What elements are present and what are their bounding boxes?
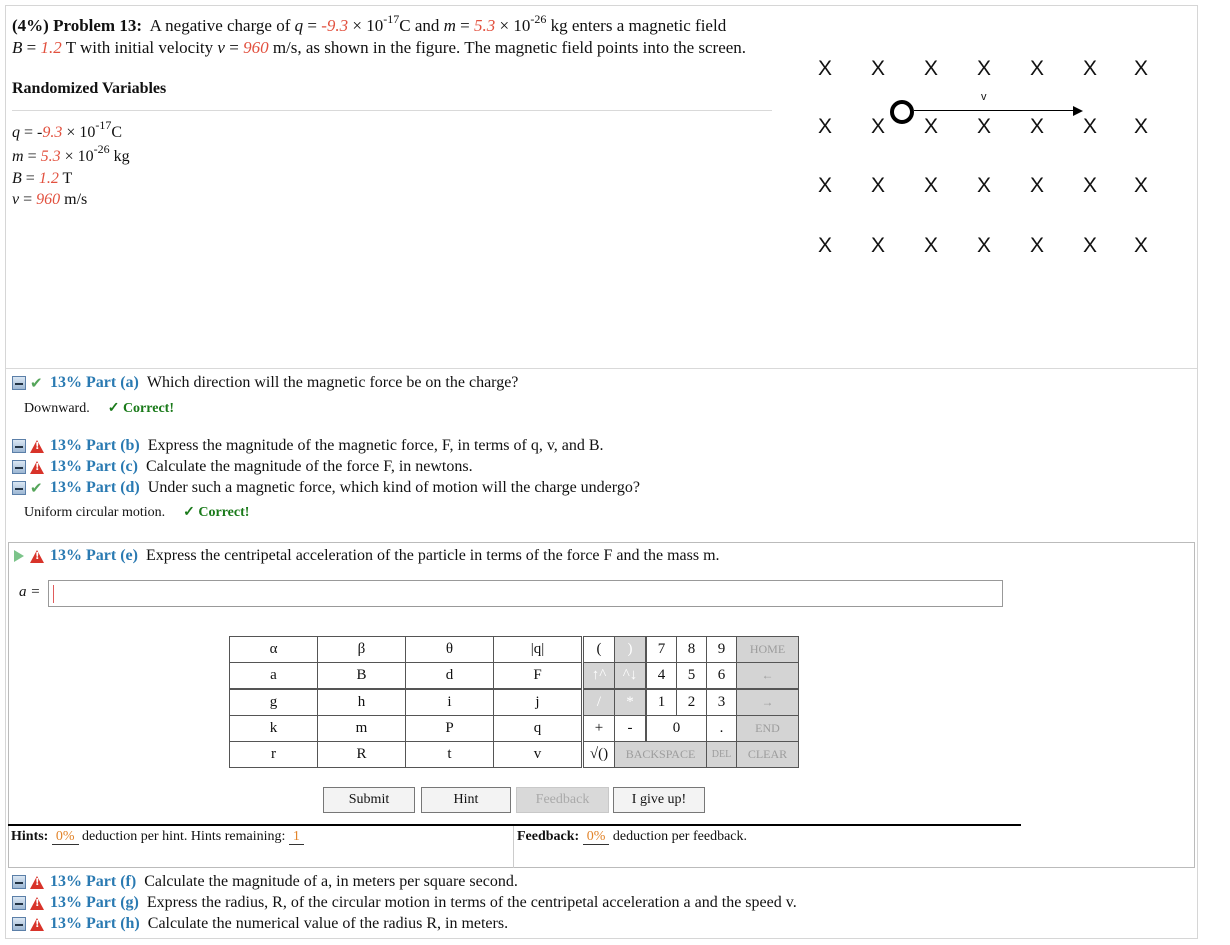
var-m: $m = 5.3 \times 10^{-26}$ kg (12, 142, 130, 165)
field-into-screen-mark: X (923, 234, 938, 257)
hints-info (11, 829, 304, 845)
minus-key[interactable]: - (614, 715, 646, 742)
field-into-screen-mark: X (1133, 234, 1148, 257)
field-into-screen-mark: X (976, 57, 991, 80)
warning-icon (30, 550, 44, 563)
part-f-text: Calculate the magnitude of a, in meters per square second. (144, 873, 518, 890)
q-var-value: 9.3 (42, 124, 63, 141)
checkmark-icon: ✔ (30, 374, 43, 392)
v-value: 960 (243, 38, 269, 57)
q-sign: - (37, 124, 43, 141)
var-B: B = 1.2 T (12, 170, 73, 187)
feedback-info (517, 829, 747, 845)
collapse-icon[interactable] (12, 917, 26, 931)
part-a-answer-text: Downward. (24, 401, 90, 416)
keypad-var-key[interactable]: α (229, 636, 318, 663)
hints-deduction: 0% (52, 829, 79, 845)
field-into-screen-mark: X (976, 174, 991, 197)
field-into-screen-mark: X (1029, 234, 1044, 257)
field-into-screen-mark: X (1029, 174, 1044, 197)
part-h-label: 13% Part (h) (50, 915, 140, 932)
part-c-text: Calculate the magnitude of the force F, in newtons. (145, 458, 473, 475)
keypad-var-key[interactable]: g (229, 689, 318, 716)
m-value: 5.3 (474, 16, 496, 35)
field-into-screen-mark: X (1082, 115, 1097, 138)
problem-text: T with initial velocity (65, 38, 214, 57)
velocity-arrowhead (1073, 106, 1083, 116)
keypad-var-key[interactable]: θ (405, 636, 494, 663)
warning-icon (30, 897, 44, 910)
field-into-screen-mark: X (817, 234, 832, 257)
keypad-var-key[interactable]: |q| (493, 636, 582, 663)
part-e-label: 13% Part (e) (50, 547, 138, 564)
field-into-screen-mark: X (1029, 115, 1044, 138)
keypad-var-key[interactable]: i (405, 689, 494, 716)
var-v: v = 960 m/s (12, 191, 88, 208)
v-var-value: 960 (36, 191, 61, 208)
part-a[interactable] (12, 374, 518, 392)
B-symbol: B (12, 38, 23, 57)
digit-8-key[interactable]: 8 (676, 636, 707, 663)
field-into-screen-mark: X (870, 115, 885, 138)
problem-text: kg enters a magnetic field (550, 16, 727, 35)
part-e-text: Express the centripetal acceleration of the particle in terms of the force F and the mass m. (145, 547, 720, 564)
warning-icon (30, 440, 44, 453)
end-key[interactable]: END (736, 715, 799, 742)
checkmark-icon: ✔ (30, 479, 43, 497)
part-f-label: 13% Part (f) (50, 873, 137, 890)
q-symbol: q (294, 16, 304, 35)
field-into-screen-mark: X (1029, 57, 1044, 80)
problem-prefix: (4%) Problem 13: (12, 16, 142, 35)
v-symbol: v (217, 38, 225, 57)
keypad-var-key[interactable]: t (405, 741, 494, 768)
m-exponent: -26 (530, 12, 547, 26)
problem-text: A negative charge of (149, 16, 291, 35)
collapse-icon[interactable] (12, 439, 26, 453)
m-var-unit: kg (113, 148, 130, 165)
B-var-unit: T (62, 170, 73, 187)
divider (12, 110, 772, 111)
field-into-screen-mark: X (870, 57, 885, 80)
collapse-icon[interactable] (12, 896, 26, 910)
submit-button[interactable]: Submit (323, 787, 415, 813)
part-a-answer (24, 400, 174, 417)
q-value: -9.3 (321, 16, 349, 35)
part-h[interactable] (12, 915, 508, 933)
cursor-right-key[interactable]: → (736, 689, 799, 716)
part-d-text: Under such a magnetic force, which kind of motion will the charge undergo? (147, 479, 640, 496)
hint-button[interactable]: Hint (421, 787, 511, 813)
collapse-icon[interactable] (12, 875, 26, 889)
superscript-up-key[interactable]: ↑^ (583, 662, 615, 689)
velocity-arrow (914, 110, 1074, 111)
part-b-text: Express the magnitude of the magnetic force, F, in terms of q, v, and B. (147, 437, 604, 454)
keypad-var-key[interactable]: q (493, 715, 582, 742)
m-var-exponent: -26 (93, 142, 110, 156)
part-d-answer (24, 504, 249, 521)
field-into-screen-mark: X (1082, 57, 1097, 80)
problem-statement-line-2: B = 1.2 T with initial velocity v = 960 m/s, as shown in the figure. The magnetic field points into the screen. (12, 38, 747, 57)
collapse-icon[interactable] (12, 481, 26, 495)
field-into-screen-mark: X (1133, 115, 1148, 138)
field-into-screen-mark: X (817, 57, 832, 80)
field-into-screen-mark: X (923, 174, 938, 197)
field-into-screen-mark: X (817, 115, 832, 138)
hints-text: deduction per hint. Hints remaining: (82, 829, 286, 844)
part-h-text: Calculate the numerical value of the radius R, in meters. (147, 915, 509, 932)
part-d-status: ✓ Correct! (183, 505, 250, 520)
part-d[interactable] (12, 479, 640, 497)
field-into-screen-mark: X (870, 234, 885, 257)
feedback-button[interactable]: Feedback (516, 787, 609, 813)
field-into-screen-mark: X (1133, 57, 1148, 80)
open-paren-key[interactable]: ( (583, 636, 615, 663)
keypad-var-key[interactable]: m (317, 715, 406, 742)
digit-5-key[interactable]: 5 (676, 662, 707, 689)
m-symbol: m (443, 16, 456, 35)
part-g[interactable] (12, 894, 797, 912)
decimal-key[interactable]: . (706, 715, 737, 742)
input-label: a = (19, 584, 41, 600)
part-e[interactable] (12, 547, 720, 565)
part-c-label: 13% Part (c) (50, 458, 138, 475)
field-into-screen-mark: X (1082, 234, 1097, 257)
hints-remaining: 1 (289, 829, 304, 845)
keypad-var-key[interactable]: F (493, 662, 582, 689)
hint-separator (513, 826, 514, 868)
play-icon[interactable] (14, 550, 24, 562)
text-caret (53, 585, 54, 603)
multiply-key[interactable]: * (614, 689, 646, 716)
q-var-exponent: -17 (95, 118, 112, 132)
problem-statement-line-1: (4%) Problem 13: A negative charge of $q = -9.3 \times 10^{-17}C$ and $m = 5.3 \times 10^{-26}$ kg enters a magnetic field (12, 12, 727, 35)
field-into-screen-mark: X (923, 115, 938, 138)
field-into-screen-mark: X (976, 115, 991, 138)
warning-icon (30, 918, 44, 931)
field-into-screen-mark: X (923, 57, 938, 80)
backspace-key[interactable]: BACKSPACE (614, 741, 707, 768)
feedback-label: Feedback: (517, 829, 580, 844)
digit-2-key[interactable]: 2 (676, 689, 707, 716)
part-g-label: 13% Part (g) (50, 894, 139, 911)
keypad-var-key[interactable]: a (229, 662, 318, 689)
randomized-heading: Randomized Variables (12, 80, 167, 97)
digit-1-key[interactable]: 1 (646, 689, 677, 716)
charge-particle (890, 100, 914, 124)
part-b-label: 13% Part (b) (50, 437, 140, 454)
part-a-status: ✓ Correct! (107, 401, 174, 416)
keypad-var-key[interactable]: R (317, 741, 406, 768)
field-into-screen-mark: X (817, 174, 832, 197)
subscript-down-key[interactable]: ^↓ (614, 662, 646, 689)
section-divider (6, 368, 1197, 369)
warning-icon (30, 876, 44, 889)
sqrt-key[interactable]: √() (583, 741, 615, 768)
keypad-var-key[interactable]: d (405, 662, 494, 689)
part-a-label: 13% Part (a) (50, 374, 139, 391)
digit-0-key[interactable]: 0 (646, 715, 707, 742)
delete-key[interactable]: DEL (706, 741, 737, 768)
keypad-var-key[interactable]: v (493, 741, 582, 768)
part-c[interactable] (12, 458, 473, 476)
q-var-unit: C (111, 124, 123, 141)
close-paren-key[interactable]: ) (614, 636, 646, 663)
B-value: 1.2 (40, 38, 62, 57)
keypad-var-key[interactable]: k (229, 715, 318, 742)
keypad-var-key[interactable]: j (493, 689, 582, 716)
part-a-text: Which direction will the magnetic force be on the charge? (146, 374, 519, 391)
collapse-icon[interactable] (12, 376, 26, 390)
B-var-value: 1.2 (38, 170, 59, 187)
m-var-value: 5.3 (40, 148, 61, 165)
part-f[interactable] (12, 873, 518, 891)
keypad-var-key[interactable]: h (317, 689, 406, 716)
give-up-button[interactable]: I give up! (613, 787, 705, 813)
var-q: $q = -9.3 \times 10^{-17}C$ (12, 118, 123, 141)
velocity-label: v (981, 91, 987, 103)
field-into-screen-mark: X (1133, 174, 1148, 197)
q-exponent: -17 (383, 12, 400, 26)
keypad-var-key[interactable]: r (229, 741, 318, 768)
digit-6-key[interactable]: 6 (706, 662, 737, 689)
keypad-var-key[interactable]: β (317, 636, 406, 663)
field-into-screen-mark: X (976, 234, 991, 257)
part-d-label: 13% Part (d) (50, 479, 140, 496)
home-key[interactable]: HOME (736, 636, 799, 663)
part-d-answer-text: Uniform circular motion. (24, 505, 166, 520)
answer-input[interactable] (48, 580, 1003, 607)
cursor-left-key[interactable]: ← (736, 662, 799, 689)
digit-9-key[interactable]: 9 (706, 636, 737, 663)
v-var-unit: m/s (64, 191, 88, 208)
keypad-var-key[interactable]: P (405, 715, 494, 742)
feedback-text: deduction per feedback. (612, 829, 747, 844)
part-b[interactable] (12, 437, 604, 455)
keypad-var-key[interactable]: B (317, 662, 406, 689)
field-into-screen-mark: X (1082, 174, 1097, 197)
clear-key[interactable]: CLEAR (736, 741, 799, 768)
q-unit: C and (399, 16, 440, 35)
part-g-text: Express the radius, R, of the circular motion in terms of the centripetal acceleration a and the speed v. (146, 894, 797, 911)
problem-text: m/s, as shown in the figure. The magnetic field points into the screen. (272, 38, 747, 57)
digit-3-key[interactable]: 3 (706, 689, 737, 716)
plus-key[interactable]: + (583, 715, 615, 742)
hints-label: Hints: (11, 829, 49, 844)
collapse-icon[interactable] (12, 460, 26, 474)
divide-key[interactable]: / (583, 689, 615, 716)
digit-7-key[interactable]: 7 (646, 636, 677, 663)
warning-icon (30, 461, 44, 474)
field-into-screen-mark: X (870, 174, 885, 197)
feedback-deduction: 0% (583, 829, 610, 845)
digit-4-key[interactable]: 4 (646, 662, 677, 689)
